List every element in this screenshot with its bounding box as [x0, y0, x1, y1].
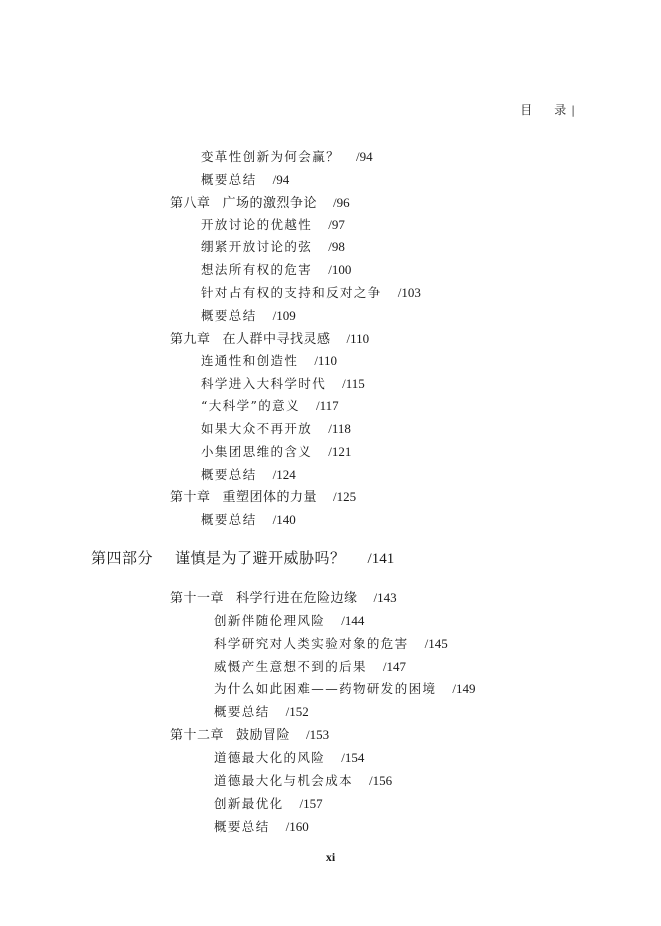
- toc-entry: [214, 819, 309, 835]
- toc-entry: [214, 750, 364, 766]
- toc-chapter: [170, 590, 397, 607]
- toc-title: 想法所有权的危害: [201, 262, 313, 277]
- running-header: [0, 101, 575, 118]
- toc-entry: [201, 308, 296, 324]
- toc-chapter: [170, 331, 369, 348]
- toc-page-ref: /157: [299, 796, 323, 811]
- toc-page-ref: /117: [315, 398, 339, 413]
- toc-entry: [201, 467, 296, 483]
- toc-title: “大科学”的意义: [201, 398, 300, 413]
- toc-title: 概要总结: [201, 308, 257, 323]
- toc-page-ref: /98: [328, 239, 345, 254]
- toc-entry: [214, 704, 309, 720]
- toc-title: 重塑团体的力量: [222, 490, 318, 505]
- toc-entry: [214, 681, 476, 697]
- toc-page-ref: /153: [306, 727, 330, 742]
- toc-page-ref: /144: [341, 613, 365, 628]
- toc-title: 如果大众不再开放: [201, 421, 313, 436]
- toc-label: 第八章: [170, 196, 211, 211]
- toc-page-ref: /156: [369, 773, 393, 788]
- toc-entry: [201, 376, 365, 392]
- toc-title: 针对占有权的支持和反对之争: [201, 285, 382, 300]
- toc-entry: [201, 421, 351, 437]
- header-left-char: 目: [520, 103, 533, 117]
- toc-page-ref: /154: [341, 750, 365, 765]
- toc-title: 科学进入大科学时代: [201, 376, 327, 391]
- toc-label: 第十章: [170, 490, 211, 505]
- toc-title: 连通性和创造性: [201, 353, 299, 368]
- toc-part: [91, 549, 394, 568]
- toc-page-ref: /152: [285, 704, 309, 719]
- toc-entry: [214, 613, 364, 629]
- toc-title: 概要总结: [214, 704, 270, 719]
- toc-title: 概要总结: [201, 467, 257, 482]
- toc-entry: [201, 444, 351, 460]
- toc-title: 开放讨论的优越性: [201, 217, 313, 232]
- toc-title: 创新最优化: [214, 796, 284, 811]
- toc-entry: [201, 512, 296, 528]
- toc-page-ref: /149: [452, 681, 476, 696]
- toc-entry: [201, 285, 421, 301]
- toc-entry: [201, 172, 289, 188]
- toc-page-ref: /97: [328, 217, 345, 232]
- toc-label: 第九章: [170, 332, 211, 347]
- toc-page-ref: /94: [356, 149, 373, 164]
- toc-chapter: [170, 195, 350, 212]
- toc-page-ref: /118: [328, 421, 351, 436]
- toc-page-ref: /145: [424, 636, 448, 651]
- toc-entry: [214, 659, 406, 675]
- toc-page-ref: /110: [314, 353, 337, 368]
- toc-title: 绷紧开放讨论的弦: [201, 239, 313, 254]
- toc-label: 第十二章: [170, 728, 225, 743]
- toc-entry: [201, 262, 351, 278]
- toc-page-ref: /140: [272, 512, 296, 527]
- toc-page-ref: /115: [342, 376, 365, 391]
- toc-entry: [214, 773, 392, 789]
- toc-page-ref: /141: [367, 551, 395, 567]
- toc-title: 道德最大化的风险: [214, 750, 326, 765]
- toc-entry: [214, 636, 448, 652]
- toc-title: 在人群中寻找灵感: [222, 332, 331, 347]
- toc-page-ref: /96: [333, 195, 350, 210]
- toc-label: 第四部分: [91, 549, 154, 567]
- toc-page-ref: /147: [382, 659, 407, 674]
- page-number: xi: [325, 850, 336, 864]
- toc-page-ref: /103: [397, 285, 421, 300]
- toc-entry: [201, 217, 345, 233]
- toc-entry: [201, 353, 337, 369]
- toc-page-ref: /143: [373, 590, 397, 605]
- header-bar: |: [571, 104, 575, 117]
- toc-chapter: [170, 489, 356, 506]
- toc-page-ref: /109: [272, 308, 296, 323]
- toc-title: 科学行进在危险边缘: [236, 591, 358, 606]
- header-right-char: 录: [554, 103, 567, 117]
- toc-page-ref: /100: [328, 262, 352, 277]
- toc-entry: [214, 796, 323, 812]
- toc-page-ref: /124: [272, 467, 296, 482]
- toc-title: 概要总结: [201, 172, 257, 187]
- toc-title: 谨慎是为了避开威胁吗？: [175, 549, 346, 567]
- toc-title: 小集团思维的含义: [201, 444, 313, 459]
- toc-title: 鼓励冒险: [236, 728, 291, 743]
- toc-title: 创新伴随伦理风险: [214, 613, 326, 628]
- toc-title: 威慑产生意想不到的后果: [214, 659, 367, 674]
- toc-chapter: [170, 727, 329, 744]
- toc-entry: [201, 398, 339, 414]
- toc-entry: [201, 239, 345, 255]
- toc-label: 第十一章: [170, 591, 225, 606]
- toc-title: 为什么如此困难——药物研发的困境: [214, 681, 437, 696]
- toc-title: 概要总结: [201, 512, 257, 527]
- toc-title: 概要总结: [214, 819, 270, 834]
- toc-title: 科学研究对人类实验对象的危害: [214, 636, 409, 651]
- toc-page-ref: /121: [328, 444, 352, 459]
- toc-entry: [201, 149, 373, 165]
- toc-title: 广场的激烈争论: [222, 196, 318, 211]
- toc-page-ref: /110: [346, 331, 370, 346]
- toc-title: 变革性创新为何会赢？: [201, 149, 341, 164]
- toc-page-ref: /125: [333, 489, 357, 504]
- toc-page-ref: /160: [285, 819, 309, 834]
- toc-page-ref: /94: [272, 172, 290, 187]
- toc-title: 道德最大化与机会成本: [214, 773, 354, 788]
